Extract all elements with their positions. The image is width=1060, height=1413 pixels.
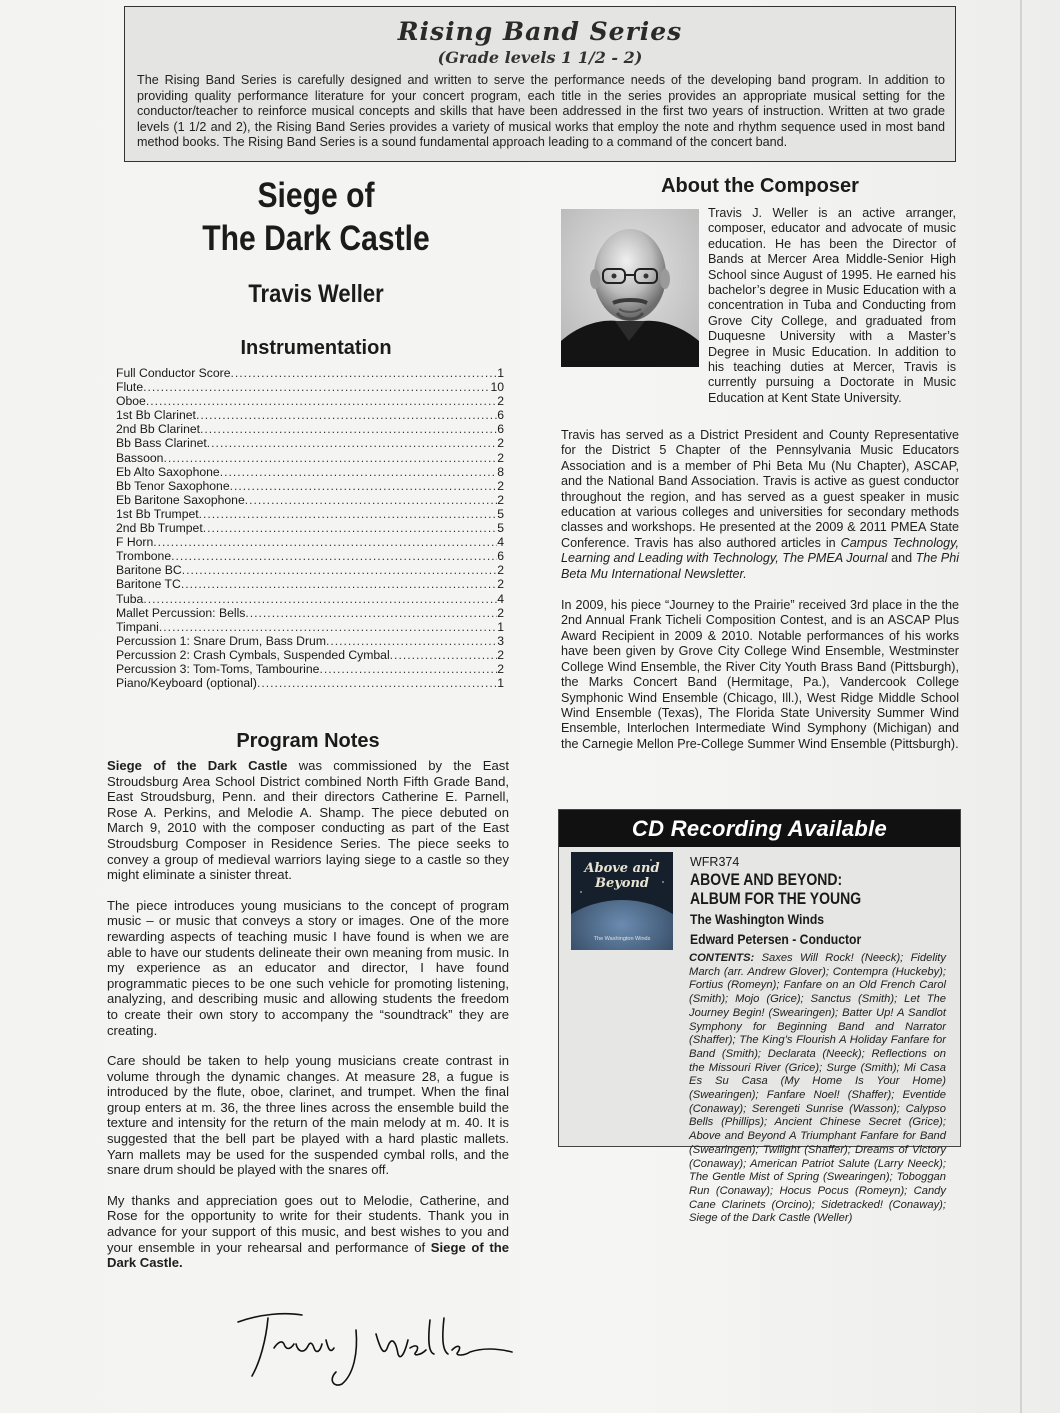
- leader-dots: [181, 577, 497, 591]
- cd-cover-title-2: Beyond: [594, 876, 650, 891]
- instrument-name: 1st Bb Clarinet: [116, 408, 196, 423]
- instrumentation-row: [116, 535, 504, 549]
- leader-dots: [153, 535, 497, 549]
- instrument-quantity: 2: [497, 394, 504, 409]
- instrument-quantity: 5: [497, 506, 504, 521]
- leader-dots: [143, 380, 490, 394]
- instrument-name: F Horn: [116, 535, 154, 550]
- bio-paragraph-1: [561, 428, 959, 582]
- instrument-name: Percussion 2: Crash Cymbals, Suspended Cymbal: [116, 647, 390, 662]
- page-edge: [1020, 0, 1022, 1413]
- instrument-quantity: 5: [497, 521, 504, 536]
- cd-cover-art: [571, 852, 673, 950]
- leader-dots: [319, 662, 497, 676]
- series-banner: [124, 6, 956, 162]
- leader-dots: [245, 606, 497, 620]
- cd-contents-label: CONTENTS:: [689, 952, 755, 964]
- instrument-name: Percussion 3: Tom-Toms, Tambourine: [116, 661, 320, 676]
- instrument-quantity: 2: [497, 436, 504, 451]
- instrumentation-row: [116, 662, 504, 676]
- series-description: The Rising Band Series is carefully designed and written to serve the performance needs of the developing band program. In addition to providing quality performance literature for your concert program, each title in the series provides an appropriate musical setting for the conductor/teacher to reinforce musical concepts and skills that have been addressed in the first two years of instruction. Written at two grade levels (1 1/2 and 2), the Rising Band Series provides a variety of musical works that employ the note and rhythm sequence used in most band method books. The Rising Band Series is a sound fundamental approach leading to a command of the concert band.: [137, 73, 945, 150]
- leader-dots: [163, 451, 497, 465]
- instrument-quantity: 8: [497, 464, 504, 479]
- notes-paragraph-1-text: was commissioned by the East Stroudsburg Area School District combined North Fifth Grade Band, East Stroudsburg, Penn. and their directors Catherine E. Parnell, Rose A. Perkins, and Melodie A. Shamp. The piece debuted on March 9, 2010 with the composer conducting as part of the East Stroudsburg Composer in Residence Series. The piece seeks to convey a group of medieval warriors laying siege to a castle so they might eliminate a sinister threat.: [107, 758, 509, 883]
- leader-dots: [390, 648, 498, 662]
- leader-dots: [257, 676, 497, 690]
- leader-dots: [171, 549, 497, 563]
- instrument-quantity: 10: [490, 380, 504, 395]
- instrument-name: 2nd Bb Trumpet: [116, 521, 203, 536]
- instrument-quantity: 6: [497, 422, 504, 437]
- leader-dots: [230, 366, 497, 380]
- instrumentation-row: [116, 634, 504, 648]
- instrumentation-row: [116, 549, 504, 563]
- bio-paragraph-2: In 2009, his piece “Journey to the Prairie” received 3rd place in the the 2nd Annual Frank Ticheli Composition Contest, and is an ASCAP Plus Award Recipient in 2009 & 2010. Notable performances of his works have been given by Grove City College Wind Ensemble, Westminster College Wind Ensemble, the River City Youth Brass Band (Pittsburgh), the Marks Concert Band (Hermitage, Pa.), Vandercook College Symphonic Wind Ensemble (Chicago, Ill.), West Ridge Middle School Wind Ensemble (Texas), The Florida State University Summer Wind Ensemble, Interlochen Intermediate Wind Symphony (Michigan) and the Carnegie Mellon Pre-College Summer Wind Ensemble (Pittsburgh).: [561, 598, 959, 751]
- leader-dots: [326, 634, 497, 648]
- composer-signature: [230, 1300, 520, 1390]
- instrument-quantity: 2: [497, 563, 504, 578]
- composer-name: Travis Weller: [248, 280, 384, 308]
- instrument-quantity: 2: [497, 661, 504, 676]
- instrumentation-row: [116, 493, 504, 507]
- instrument-quantity: 1: [497, 366, 504, 380]
- instrument-name: Percussion 1: Snare Drum, Bass Drum: [116, 633, 326, 648]
- instrument-quantity: 3: [497, 633, 504, 648]
- notes-paragraph-3: Care should be taken to help young musicians create contrast in volume through the dynamic changes. At measure 28, a fugue is introduced by the flute, oboe, clarinet, and trumpet. When the final group enters at m. 36, the three lines across the ensemble build the texture and intensity for the return of the main melody at m. 40. It is suggested that the bell part be played with a hard plastic mallets. Yarn mallets may be used for the suspended cymbal rolls, and the snare drum should be played with the snares off.: [107, 1053, 509, 1178]
- notes-piece-name-closing: Siege of the Dark Castle.: [107, 1239, 509, 1271]
- instrument-name: Oboe: [116, 394, 146, 409]
- notes-paragraph-4-text: My thanks and appreciation goes out to Melodie, Catherine, and Rose for the opportunity to write for their students. Thank you in advance for your support of this music, and best wishes to you and your ensemble in your rehearsal and performance of: [107, 1192, 509, 1255]
- instrumentation-row: [116, 592, 504, 606]
- instrument-name: Full Conductor Score: [116, 366, 231, 380]
- bio-paragraph-1-text: Travis has served as a District President and County Representative for the District 5 Chapter of the Pennsylvania Music Educators Association and is a member of Phi Beta Mu (Nu Chapter), ASCAP, and the National Band Association. Travis is active as guest conductor throughout the region, and has served as a guest speaker in music education at various colleges and universities for secondary methods classes and workshops. He presented at the 2009 & 2011 PMEA State Conference. Travis has also authored articles in: [561, 428, 959, 550]
- series-subtitle: (Grade levels 1 1/2 - 2): [437, 48, 643, 67]
- leader-dots: [159, 620, 497, 634]
- instrument-quantity: 2: [497, 647, 504, 662]
- composer-bio: [561, 428, 959, 768]
- instrument-quantity: 4: [497, 535, 504, 550]
- instrumentation-row: [116, 620, 504, 634]
- series-title: Rising Band Series: [397, 17, 683, 46]
- instrument-quantity: 2: [497, 492, 504, 507]
- instrument-name: Eb Alto Saxophone: [116, 464, 220, 479]
- cd-cover-ensemble: The Washington Winds: [593, 936, 651, 942]
- signature-text: Travis J. Weller: [230, 1300, 237, 1301]
- bio-newsletter: The Phi Beta Mu International Newsletter.: [561, 551, 960, 581]
- instrumentation-row: [116, 380, 504, 394]
- piece-title: [147, 174, 484, 260]
- leader-dots: [200, 422, 497, 436]
- piece-title-line-2: The Dark Castle: [202, 219, 430, 258]
- instrumentation-row: [116, 465, 504, 479]
- instrument-quantity: 2: [497, 478, 504, 493]
- instrument-quantity: 2: [497, 577, 504, 592]
- instrumentation-list: [116, 366, 504, 690]
- cd-contents: [571, 952, 946, 1226]
- instrument-quantity: 1: [497, 676, 504, 691]
- leader-dots: [207, 436, 497, 450]
- instrumentation-row: [116, 577, 504, 591]
- instrumentation-row: [116, 676, 504, 690]
- instrument-name: Flute: [116, 380, 144, 395]
- instrument-name: Bb Tenor Saxophone: [116, 478, 230, 493]
- instrument-quantity: 2: [497, 605, 504, 620]
- leader-dots: [220, 465, 498, 479]
- cd-catalog-code: WFR374: [690, 855, 740, 869]
- notes-paragraph-4: [107, 1193, 509, 1271]
- cd-title: [690, 871, 861, 909]
- instrument-quantity: 6: [497, 549, 504, 564]
- instrument-quantity: 4: [497, 591, 504, 606]
- notes-piece-name: Siege of the Dark Castle: [107, 758, 288, 773]
- instrumentation-row: [116, 648, 504, 662]
- instrument-quantity: 6: [497, 408, 504, 423]
- about-composer-intro: Travis J. Weller is an active arranger, composer, educator and advocate of music education. He has been the Director of Bands at Mercer Area Middle-Senior High School since August of 1995. He earned his bachelor’s degree in Music Education with a concentration in Tuba and Conducting from Grove City College, and graduated from Duquesne University with a Master’s Degree in Music Education. In addition to his teaching duties at Mercer, Travis is currently pursuing a Doctorate in Music Education at Kent State University.: [708, 206, 956, 405]
- cd-title-line-1: ABOVE AND BEYOND:: [690, 871, 843, 889]
- program-notes-heading: Program Notes: [236, 730, 380, 752]
- instrumentation-row: [116, 422, 504, 436]
- leader-dots: [146, 394, 497, 408]
- cd-heading: CD Recording Available: [559, 810, 960, 847]
- instrumentation-row: [116, 366, 504, 380]
- notes-paragraph-1: [107, 758, 509, 883]
- instrument-quantity: 2: [497, 450, 504, 465]
- instrumentation-row: [116, 507, 504, 521]
- instrument-name: Mallet Percussion: Bells: [116, 605, 246, 620]
- leader-dots: [230, 479, 498, 493]
- leader-dots: [196, 408, 497, 422]
- leader-dots: [245, 493, 497, 507]
- instrumentation-row: [116, 479, 504, 493]
- instrumentation-row: [116, 563, 504, 577]
- instrumentation-row: [116, 408, 504, 422]
- about-composer-heading: About the Composer: [661, 175, 859, 197]
- bio-and: and: [887, 551, 916, 566]
- instrumentation-row: [116, 451, 504, 465]
- leader-dots: [203, 521, 498, 535]
- cd-cover-title-1: Above and: [584, 861, 660, 876]
- program-notes: [107, 758, 509, 1286]
- instrumentation-row: [116, 606, 504, 620]
- leader-dots: [143, 592, 497, 606]
- instrumentation-row: [116, 394, 504, 408]
- composer-photo: [561, 209, 699, 367]
- instrument-name: 2nd Bb Clarinet: [116, 422, 201, 437]
- cd-ensemble: The Washington Winds: [690, 911, 825, 927]
- leader-dots: [182, 563, 498, 577]
- instrument-name: Bassoon: [116, 450, 164, 465]
- cd-recording-box: [558, 809, 961, 1225]
- instrument-quantity: 1: [497, 619, 504, 634]
- instrument-name: Baritone BC: [116, 563, 182, 578]
- piece-title-line-1: Siege of: [257, 176, 375, 215]
- instrument-name: 1st Bb Trumpet: [116, 506, 199, 521]
- instrument-name: Bb Bass Clarinet: [116, 436, 207, 451]
- instrument-name: Eb Baritone Saxophone: [116, 492, 245, 507]
- instrumentation-row: [116, 436, 504, 450]
- instrument-name: Tuba: [116, 591, 144, 606]
- instrument-name: Timpani: [116, 619, 159, 634]
- instrumentation-heading: Instrumentation: [240, 337, 392, 359]
- notes-paragraph-2: The piece introduces young musicians to the concept of program music – or music that conveys a story or images. One of the more rewarding aspects of teaching music I have found is when we are able to have our students delineate their own meaning from music. In my experience as an educator and director, I have found programmatic pieces to be one such vehicle for promoting listening, analyzing, and describing music and allowing students the freedom to create their own story to accompany the “soundtrack” they are creating.: [107, 897, 509, 1038]
- instrument-name: Piano/Keyboard (optional): [116, 676, 257, 691]
- cd-title-line-2: ALBUM FOR THE YOUNG: [690, 890, 862, 908]
- cd-contents-list: Saxes Will Rock! (Neeck); Fidelity March (arr. Andrew Glover); Contempra (Huckeby); Fortius (Romeyn); Fanfare on an Old French Carol (Smith); Mojo (Grice); Sanctus (Smith); Let The Journey Begin! (Swearingen); Batter Up! A Sandlot Symphony for Beginning Band and Narrator (Shaffer); The King’s Flourish A Holiday Fanfare for Band (Smith); Declarata (Neeck); Reflections on the Missouri River (Grice); Surge (Smith); Mi Casa Es Su Casa (My Home Is Your Home) (Swearingen); Fanfare Noel! (Shaffer); Eventide (Conaway); Serengeti Sunrise (Wasson); Calypso Bells (Phillips); Ancient Chinese Secret (Grice); Above and Beyond A Triumphant Fanfare for Band (Swearingen); Twilight (Shaffer); Dreams of Victory (Conaway); American Patriot Salute (Larry Neeck); The Gentle Mist of Spring (Swearingen); Toboggan Run (Conaway); Hocus Pocus (Romeyn); Candy Cane Clarinets (Orcino); Sidetracked! (Conaway); Siege of the Dark Castle (Weller): [689, 952, 947, 1225]
- bio-publications: Campus Technology, Learning and Leading with Technology, The PMEA Journal: [561, 535, 959, 566]
- leader-dots: [199, 507, 498, 521]
- instrument-name: Trombone: [116, 549, 172, 564]
- instrument-name: Baritone TC: [116, 577, 181, 592]
- instrumentation-row: [116, 521, 504, 535]
- cd-conductor: Edward Petersen - Conductor: [690, 931, 862, 947]
